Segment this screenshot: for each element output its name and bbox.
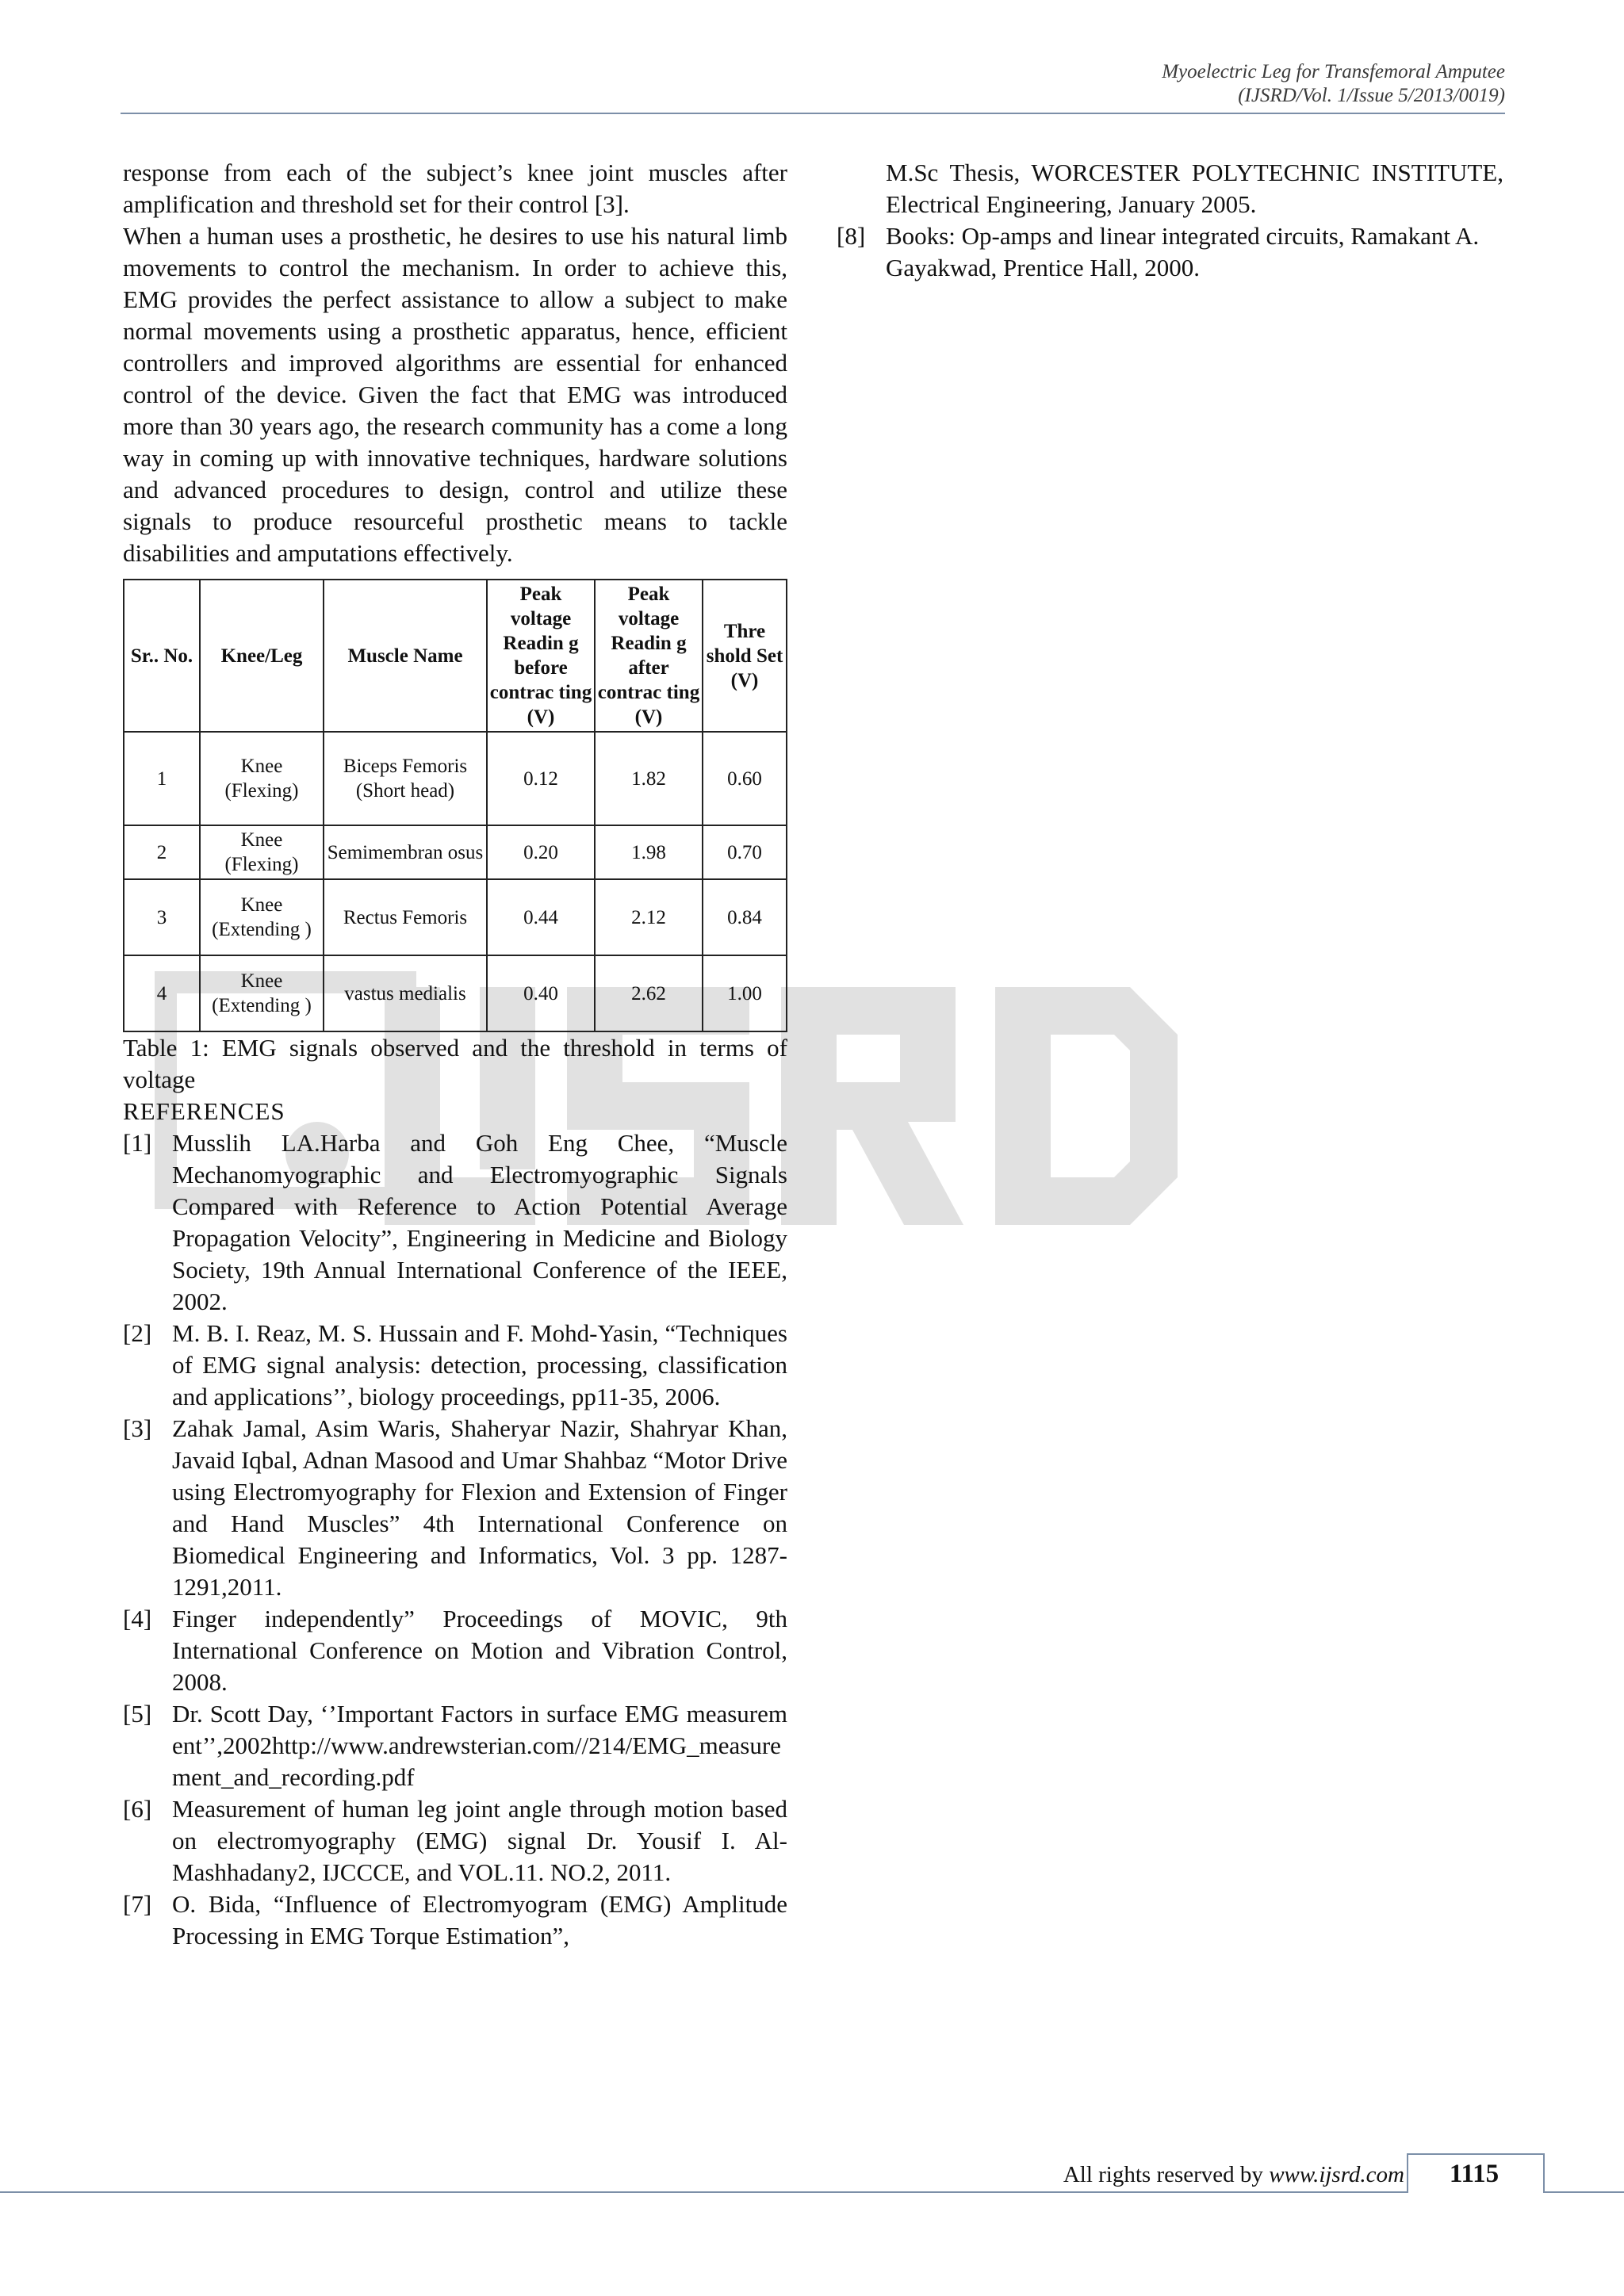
table-cell: 0.70 [703, 825, 787, 879]
reference-item [123, 1793, 787, 1888]
journal-article-title: Myoelectric Leg for Transfemoral Amputee [1162, 61, 1505, 82]
left-column [123, 157, 787, 1952]
table-header-cell: Knee/Leg [200, 580, 324, 732]
table-cell: Knee (Flexing) [200, 825, 324, 879]
reference-item [123, 1888, 787, 1952]
right-column [837, 157, 1503, 284]
table-cell: 1.98 [595, 825, 703, 879]
table-header-cell: Peak voltage Readin g after contrac ting (V) [595, 580, 703, 732]
table-header-cell: Thre shold Set (V) [703, 580, 787, 732]
table-cell: 2.62 [595, 955, 703, 1031]
table-header-cell: Peak voltage Readin g before contrac ting (V) [487, 580, 595, 732]
reference-item [123, 1603, 787, 1698]
reference-number: [1] [123, 1129, 152, 1157]
table-cell: Semimembran osus [324, 825, 487, 879]
reference-text: O. Bida, “Influence of Electromyogram (EMG) Amplitude Processing in EMG Torque Estimation”, [172, 1890, 787, 1950]
reference-number: [5] [123, 1700, 152, 1728]
table-cell: Biceps Femoris (Short head) [324, 732, 487, 825]
reference-text: M. B. I. Reaz, M. S. Hussain and F. Mohd-Yasin, “Techniques of EMG signal analysis: detection, processing, classification and applications’’, biology proceedings, pp11-35, 2006. [172, 1319, 787, 1410]
table-cell: Rectus Femoris [324, 879, 487, 955]
table-cell: 1 [124, 732, 200, 825]
reference-number: [2] [123, 1319, 152, 1347]
header-rule [121, 113, 1505, 114]
reference-item [123, 1127, 787, 1318]
reference-number: [3] [123, 1414, 152, 1442]
table-cell: 0.12 [487, 732, 595, 825]
table-cell: 1.82 [595, 732, 703, 825]
references-heading: REFERENCES [123, 1097, 285, 1125]
reference-continuation: M.Sc Thesis, WORCESTER POLYTECHNIC INSTITUTE, Electrical Engineering, January 2005. [886, 159, 1503, 218]
table-cell: 0.20 [487, 825, 595, 879]
table-cell: 2 [124, 825, 200, 879]
body-paragraph: response from each of the subject’s knee joint muscles after amplification and threshold set for their control [3]. [123, 159, 787, 218]
body-paragraph: When a human uses a prosthetic, he desires to use his natural limb movements to control the mechanism. In order to achieve this, EMG provides the perfect assistance to allow a subject to make normal movements using a prosthetic apparatus, hence, efficient controllers and improved algorithms are essential for enhanced control of the device. Given the fact that EMG was introduced more than 30 years ago, the research community has a come a long way in coming up with innovative techniques, hardware solutions and advanced procedures to design, control and utilize these signals to produce resourceful prosthetic means to tackle disabilities and amputations effectively. [123, 222, 787, 567]
table-cell: 4 [124, 955, 200, 1031]
reference-text: Zahak Jamal, Asim Waris, Shaheryar Nazir, Shahryar Khan, Javaid Iqbal, Adnan Masood and Umar Shahbaz “Motor Drive using Electromyography for Flexion and Extension of Finger and Hand Muscles” 4th International Conference on Biomedical Engineering and Informatics, Vol. 3 pp. 1287-1291,2011. [172, 1414, 787, 1601]
table-cell: Knee (Extending ) [200, 955, 324, 1031]
table-cell: 0.40 [487, 955, 595, 1031]
table-cell: 2.12 [595, 879, 703, 955]
reference-item [123, 1698, 787, 1793]
reference-text: Musslih LA.Harba and Goh Eng Chee, “Muscle Mechanomyographic and Electromyographic Signals Compared with Reference to Action Potential Average Propagation Velocity”, Engineering in Medicine and Biology Society, 19th Annual International Conference of the IEEE, 2002. [172, 1129, 787, 1315]
table-row [124, 732, 787, 825]
table-header-row [124, 580, 787, 732]
table-cell: 0.44 [487, 879, 595, 955]
table-cell: 0.60 [703, 732, 787, 825]
table-row [124, 879, 787, 955]
reference-item [837, 220, 1503, 284]
table-cell: 1.00 [703, 955, 787, 1031]
reference-text: Measurement of human leg joint angle through motion based on electromyography (EMG) signal Dr. Yousif I. Al-Mashhadany2, IJCCCE, and VOL.11. NO.2, 2011. [172, 1795, 787, 1886]
reference-item [123, 1318, 787, 1413]
reference-number: [4] [123, 1605, 152, 1632]
reference-number: [8] [837, 222, 866, 250]
footer-site-link[interactable]: www.ijsrd.com [1269, 2162, 1404, 2187]
reference-text: Finger independently” Proceedings of MOVIC, 9th International Conference on Motion and Vibration Control, 2008. [172, 1605, 787, 1696]
table-cell: 3 [124, 879, 200, 955]
reference-text: Dr. Scott Day, ‘’Important Factors in surface EMG measurement’’,2002http://www.andrewsterian.com//214/EMG_measurement_and_recording.pdf [172, 1700, 787, 1791]
running-header [1162, 60, 1505, 108]
reference-text: Books: Op-amps and linear integrated circuits, Ramakant A. Gayakwad, Prentice Hall, 2000. [886, 222, 1480, 281]
reference-number: [6] [123, 1795, 152, 1823]
table-cell: Knee (Extending ) [200, 879, 324, 955]
reference-number: [7] [123, 1890, 152, 1918]
table-cell: Knee (Flexing) [200, 732, 324, 825]
table-cell: 0.84 [703, 879, 787, 955]
reference-item [123, 1413, 787, 1603]
table-cell: vastus medialis [324, 955, 487, 1031]
footer-rights-label: All rights reserved by [1063, 2162, 1263, 2187]
footer-rule [0, 2191, 1624, 2193]
table-header-cell: Muscle Name [324, 580, 487, 732]
table-caption: Table 1: EMG signals observed and the threshold in terms of voltage [123, 1034, 787, 1093]
footer-rights [1063, 2160, 1404, 2189]
journal-issue: (IJSRD/Vol. 1/Issue 5/2013/0019) [1238, 85, 1505, 106]
page-number: 1115 [1449, 2160, 1500, 2188]
emg-table [123, 579, 787, 1032]
table-header-cell: Sr.. No. [124, 580, 200, 732]
table-row [124, 955, 787, 1031]
table-row [124, 825, 787, 879]
